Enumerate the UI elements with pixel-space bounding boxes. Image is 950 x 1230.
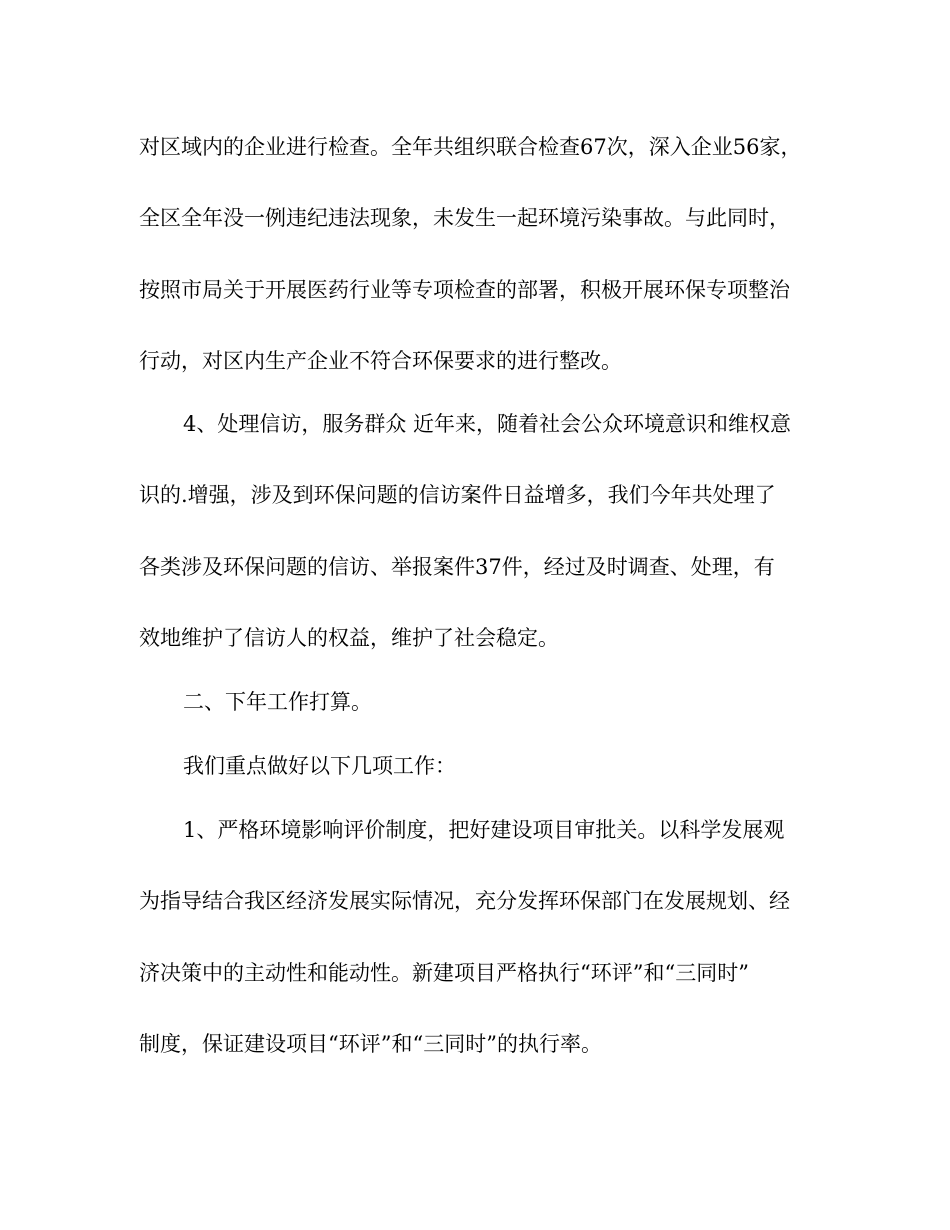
- text-line: 对区域内的企业进行检查。全年共组织联合检查67次，深入企业56家，: [139, 135, 802, 159]
- paragraph-first-line: 4、处理信访，服务群众 近年来，随着社会公众环境意识和维权意: [183, 412, 792, 436]
- text-line: 济决策中的主动性和能动性。新建项目严格执行“环评”和“三同时”: [139, 961, 749, 985]
- paragraph-first-line: 我们重点做好以下几项工作：: [183, 754, 456, 778]
- text-line: 识的.增强，涉及到环保问题的信访案件日益增多，我们今年共处理了: [139, 483, 776, 507]
- paragraph-first-line: 1、严格环境影响评价制度，把好建设项目审批关。以科学发展观: [183, 818, 785, 842]
- text-line: 全区全年没一例违纪违法现象，未发生一起环境污染事故。与此同时，: [139, 206, 790, 230]
- text-line: 行动，对区内生产企业不符合环保要求的进行整改。: [139, 349, 622, 373]
- section-heading: 二、下年工作打算。: [183, 690, 372, 714]
- text-line: 按照市局关于开展医药行业等专项检查的部署，积极开展环保专项整治: [139, 278, 790, 302]
- text-line: 制度，保证建设项目“环评”和“三同时”的执行率。: [139, 1032, 602, 1056]
- text-line: 为指导结合我区经济发展实际情况，充分发挥环保部门在发展规划、经: [139, 889, 790, 913]
- text-line: 各类涉及环保问题的信访、举报案件37件，经过及时调查、处理，有: [139, 555, 775, 579]
- text-line: 效地维护了信访人的权益，维护了社会稳定。: [139, 626, 559, 650]
